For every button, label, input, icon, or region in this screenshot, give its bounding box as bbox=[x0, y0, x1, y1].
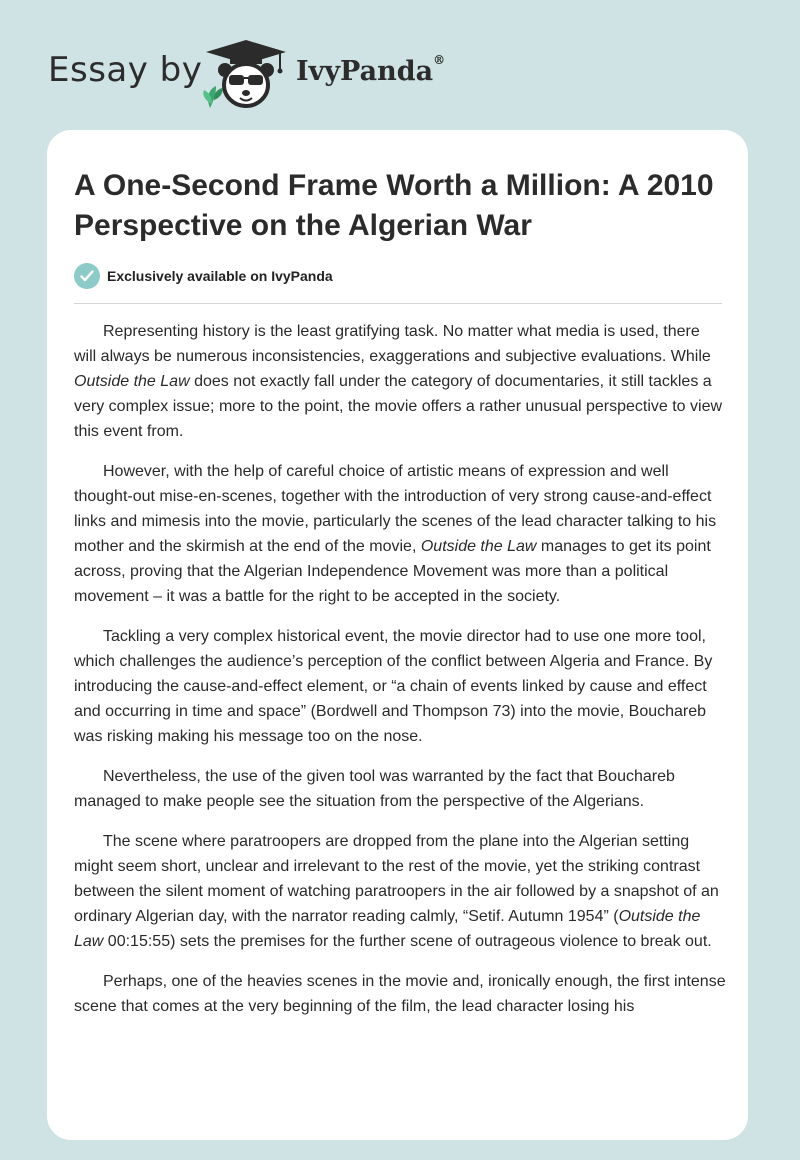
text-run: 00:15:55) sets the premises for the further scene of outrageous violence to break out. bbox=[103, 933, 712, 950]
divider bbox=[74, 303, 722, 304]
essay-title: A One-Second Frame Worth a Million: A 2010 Perspective on the Algerian War bbox=[74, 169, 714, 242]
brand-name[interactable] bbox=[296, 53, 446, 87]
text-run: does not exactly fall under the category of documentaries, it still tackles a very complex issue; more to the point, the movie offers a rather unusual perspective to view this event from. bbox=[74, 373, 723, 440]
panda-graduate-logo-icon bbox=[200, 38, 292, 110]
text-run: Perhaps, one of the heavies scenes in the movie and, ironically enough, the first intense scene that comes at the very beginning of the film, the lead character losing his bbox=[74, 973, 726, 1015]
brand-name-text: IvyPanda bbox=[296, 56, 434, 87]
text-run: The scene where paratroopers are dropped from the plane into the Algerian setting might seem short, unclear and irrelevant to the rest of the movie, yet the striking contrast between the silent moment of watching paratroopers in the air followed by a snapshot of an ordinary Algerian day, with the narrator reading calmly, “Setif. Autumn 1954” ( bbox=[74, 833, 719, 925]
check-circle-icon bbox=[74, 263, 100, 289]
essay-paragraph bbox=[74, 624, 726, 749]
exclusive-badge-label: Exclusively available on IvyPanda bbox=[107, 268, 333, 284]
essay-card bbox=[47, 130, 748, 1140]
text-run: Tackling a very complex historical event, the movie director had to use one more tool, which challenges the audience’s perception of the conflict between Algeria and France. By introducing the cause-and-effect element, or “a chain of events linked by cause and effect and occurring in time and space” (Bordwell and Thompson 73) into the movie, Bouchareb was risking making his message too on the nose. bbox=[74, 628, 713, 745]
essay-paragraph bbox=[74, 969, 726, 1019]
essay-paragraph bbox=[74, 319, 726, 444]
essay-paragraph bbox=[74, 459, 726, 609]
registered-mark: ® bbox=[433, 53, 446, 67]
site-header bbox=[0, 0, 800, 120]
essay-paragraph bbox=[74, 764, 726, 814]
text-run: However, with the help of careful choice of artistic means of expression and well thought-out mise-en-scenes, together with the introduction of very strong cause-and-effect links and mimesis into the movie, particularly the scenes of the lead character talking to his mother and the skirmish at the end of the movie, bbox=[74, 463, 717, 555]
essay-body bbox=[74, 319, 726, 1034]
italic-title-run: Outside the Law bbox=[420, 538, 537, 555]
text-run: Nevertheless, the use of the given tool was warranted by the fact that Bouchareb managed to make people see the situation from the perspective of the Algerians. bbox=[74, 768, 675, 810]
essay-by-label: Essay by bbox=[48, 50, 203, 90]
italic-title-run: Outside the Law bbox=[74, 373, 190, 390]
text-run: manages to get its point across, proving that the Algerian Independence Movement was more than a political movement – it was a battle for the right to be accepted in the society. bbox=[74, 538, 711, 605]
text-run: Representing history is the least gratifying task. No matter what media is used, there will always be numerous inconsistencies, exaggerations and subjective evaluations. While bbox=[74, 323, 711, 365]
essay-paragraph bbox=[74, 829, 726, 954]
italic-title-run: Outside the Law bbox=[74, 908, 701, 950]
